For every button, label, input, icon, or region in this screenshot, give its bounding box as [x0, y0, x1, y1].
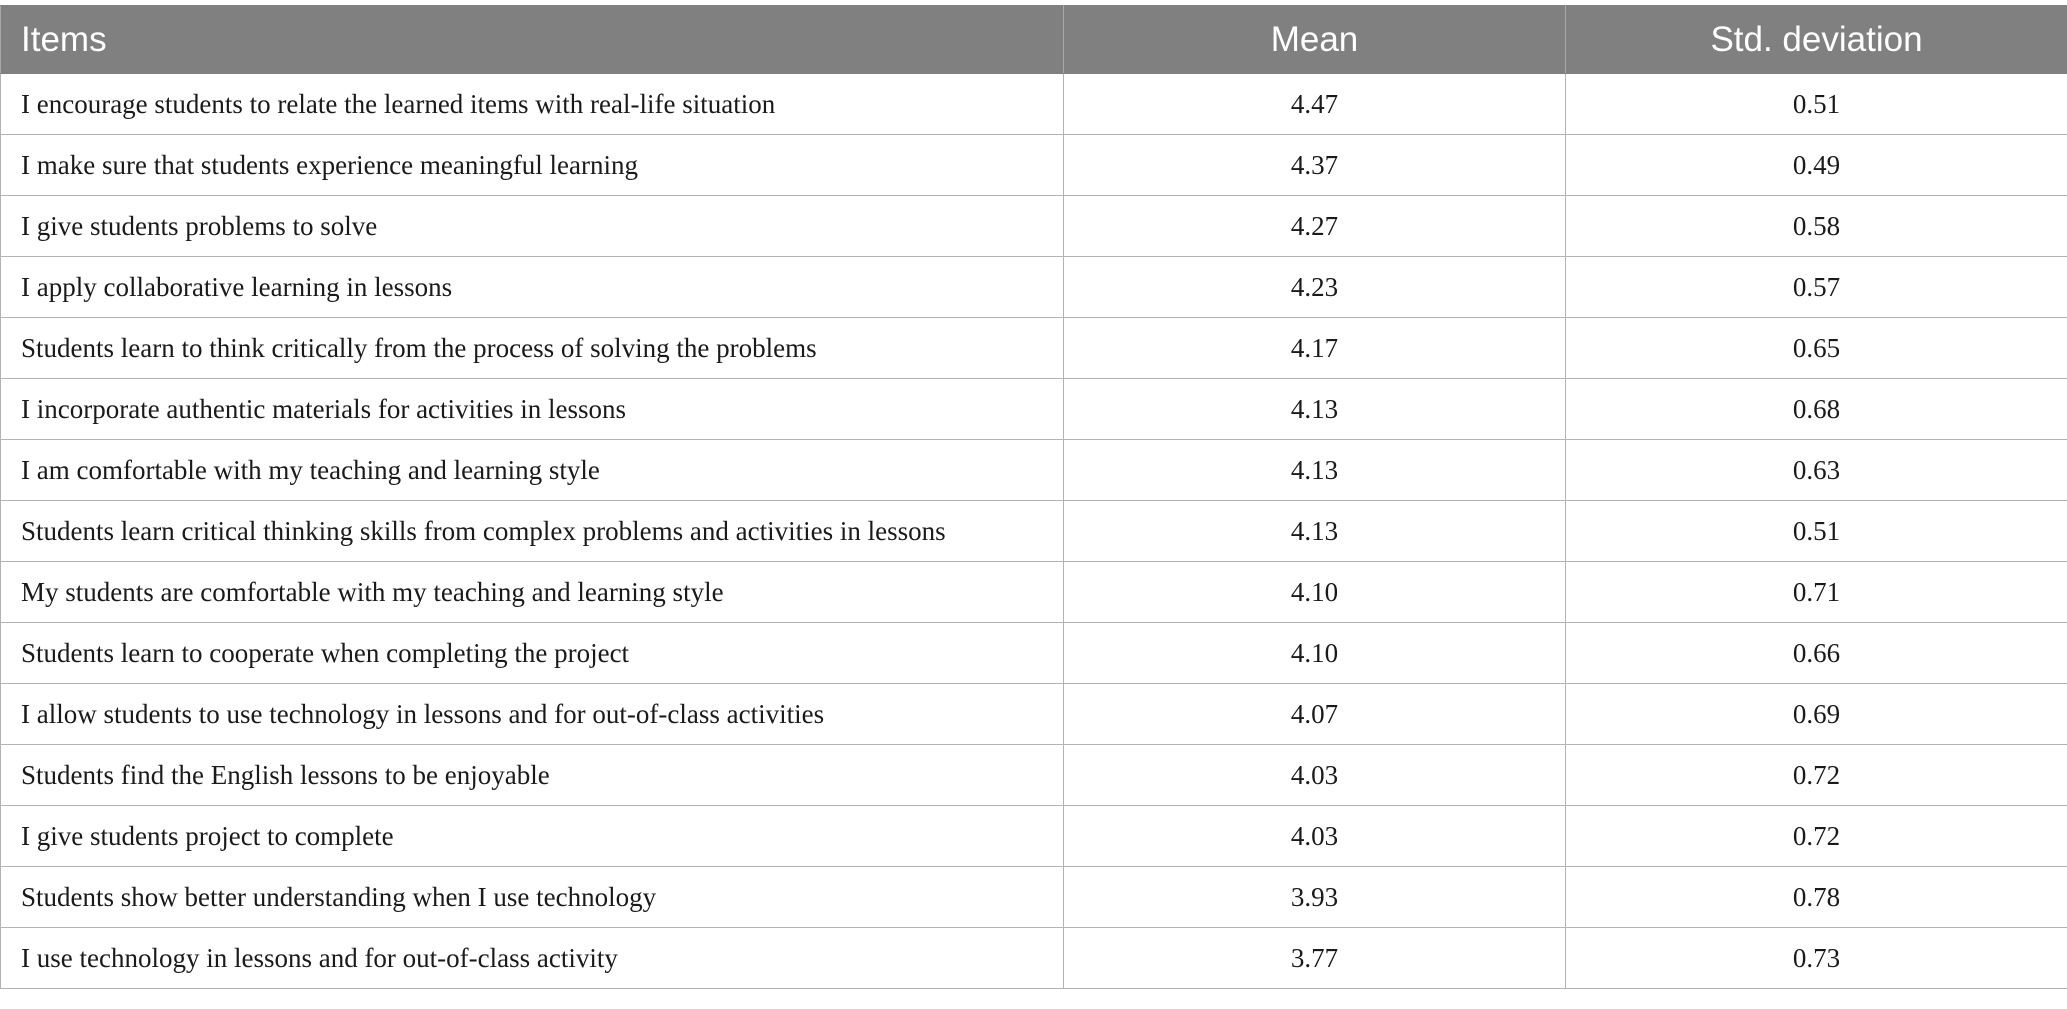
cell-mean: 4.13 [1064, 440, 1566, 501]
table-row [1, 440, 2067, 501]
cell-mean: 3.93 [1064, 867, 1566, 928]
cell-std: 0.51 [1566, 74, 2067, 135]
table-row [1, 135, 2067, 196]
cell-std: 0.66 [1566, 623, 2067, 684]
cell-item: Students learn to cooperate when completing the project [1, 623, 1064, 684]
cell-item: I give students problems to solve [1, 196, 1064, 257]
cell-mean: 4.03 [1064, 806, 1566, 867]
table-row [1, 928, 2067, 989]
cell-mean: 4.47 [1064, 74, 1566, 135]
table-row [1, 684, 2067, 745]
cell-mean: 4.13 [1064, 501, 1566, 562]
cell-mean: 4.17 [1064, 318, 1566, 379]
cell-item: I encourage students to relate the learned items with real-life situation [1, 74, 1064, 135]
cell-std: 0.63 [1566, 440, 2067, 501]
table-row [1, 318, 2067, 379]
cell-mean: 4.10 [1064, 623, 1566, 684]
cell-mean: 4.03 [1064, 745, 1566, 806]
header-mean: Mean [1064, 6, 1566, 74]
cell-mean: 4.23 [1064, 257, 1566, 318]
cell-std: 0.72 [1566, 745, 2067, 806]
table-row [1, 74, 2067, 135]
cell-std: 0.58 [1566, 196, 2067, 257]
cell-item: I incorporate authentic materials for activities in lessons [1, 379, 1064, 440]
header-items: Items [1, 6, 1064, 74]
cell-std: 0.49 [1566, 135, 2067, 196]
table-row [1, 623, 2067, 684]
cell-std: 0.71 [1566, 562, 2067, 623]
table-header [1, 6, 2067, 74]
cell-item: Students show better understanding when I use technology [1, 867, 1064, 928]
cell-std: 0.69 [1566, 684, 2067, 745]
table-row [1, 745, 2067, 806]
cell-mean: 4.27 [1064, 196, 1566, 257]
cell-std: 0.65 [1566, 318, 2067, 379]
cell-item: Students find the English lessons to be enjoyable [1, 745, 1064, 806]
table-row [1, 806, 2067, 867]
cell-item: I make sure that students experience meaningful learning [1, 135, 1064, 196]
cell-mean: 4.07 [1064, 684, 1566, 745]
cell-mean: 4.10 [1064, 562, 1566, 623]
table-body [1, 74, 2067, 989]
table-row [1, 379, 2067, 440]
cell-std: 0.57 [1566, 257, 2067, 318]
cell-item: My students are comfortable with my teaching and learning style [1, 562, 1064, 623]
results-table [0, 5, 2067, 989]
cell-item: I give students project to complete [1, 806, 1064, 867]
cell-std: 0.72 [1566, 806, 2067, 867]
cell-item: Students learn critical thinking skills from complex problems and activities in lessons [1, 501, 1064, 562]
results-table-container [0, 5, 2067, 989]
table-row [1, 257, 2067, 318]
cell-mean: 4.37 [1064, 135, 1566, 196]
cell-std: 0.51 [1566, 501, 2067, 562]
cell-item: I apply collaborative learning in lessons [1, 257, 1064, 318]
cell-item: Students learn to think critically from the process of solving the problems [1, 318, 1064, 379]
header-std-deviation: Std. deviation [1566, 6, 2067, 74]
cell-item: I am comfortable with my teaching and learning style [1, 440, 1064, 501]
cell-mean: 3.77 [1064, 928, 1566, 989]
cell-mean: 4.13 [1064, 379, 1566, 440]
table-row [1, 562, 2067, 623]
table-row [1, 867, 2067, 928]
header-row [1, 6, 2067, 74]
cell-item: I use technology in lessons and for out-of-class activity [1, 928, 1064, 989]
table-row [1, 196, 2067, 257]
cell-std: 0.73 [1566, 928, 2067, 989]
cell-std: 0.68 [1566, 379, 2067, 440]
table-row [1, 501, 2067, 562]
cell-item: I allow students to use technology in lessons and for out-of-class activities [1, 684, 1064, 745]
cell-std: 0.78 [1566, 867, 2067, 928]
